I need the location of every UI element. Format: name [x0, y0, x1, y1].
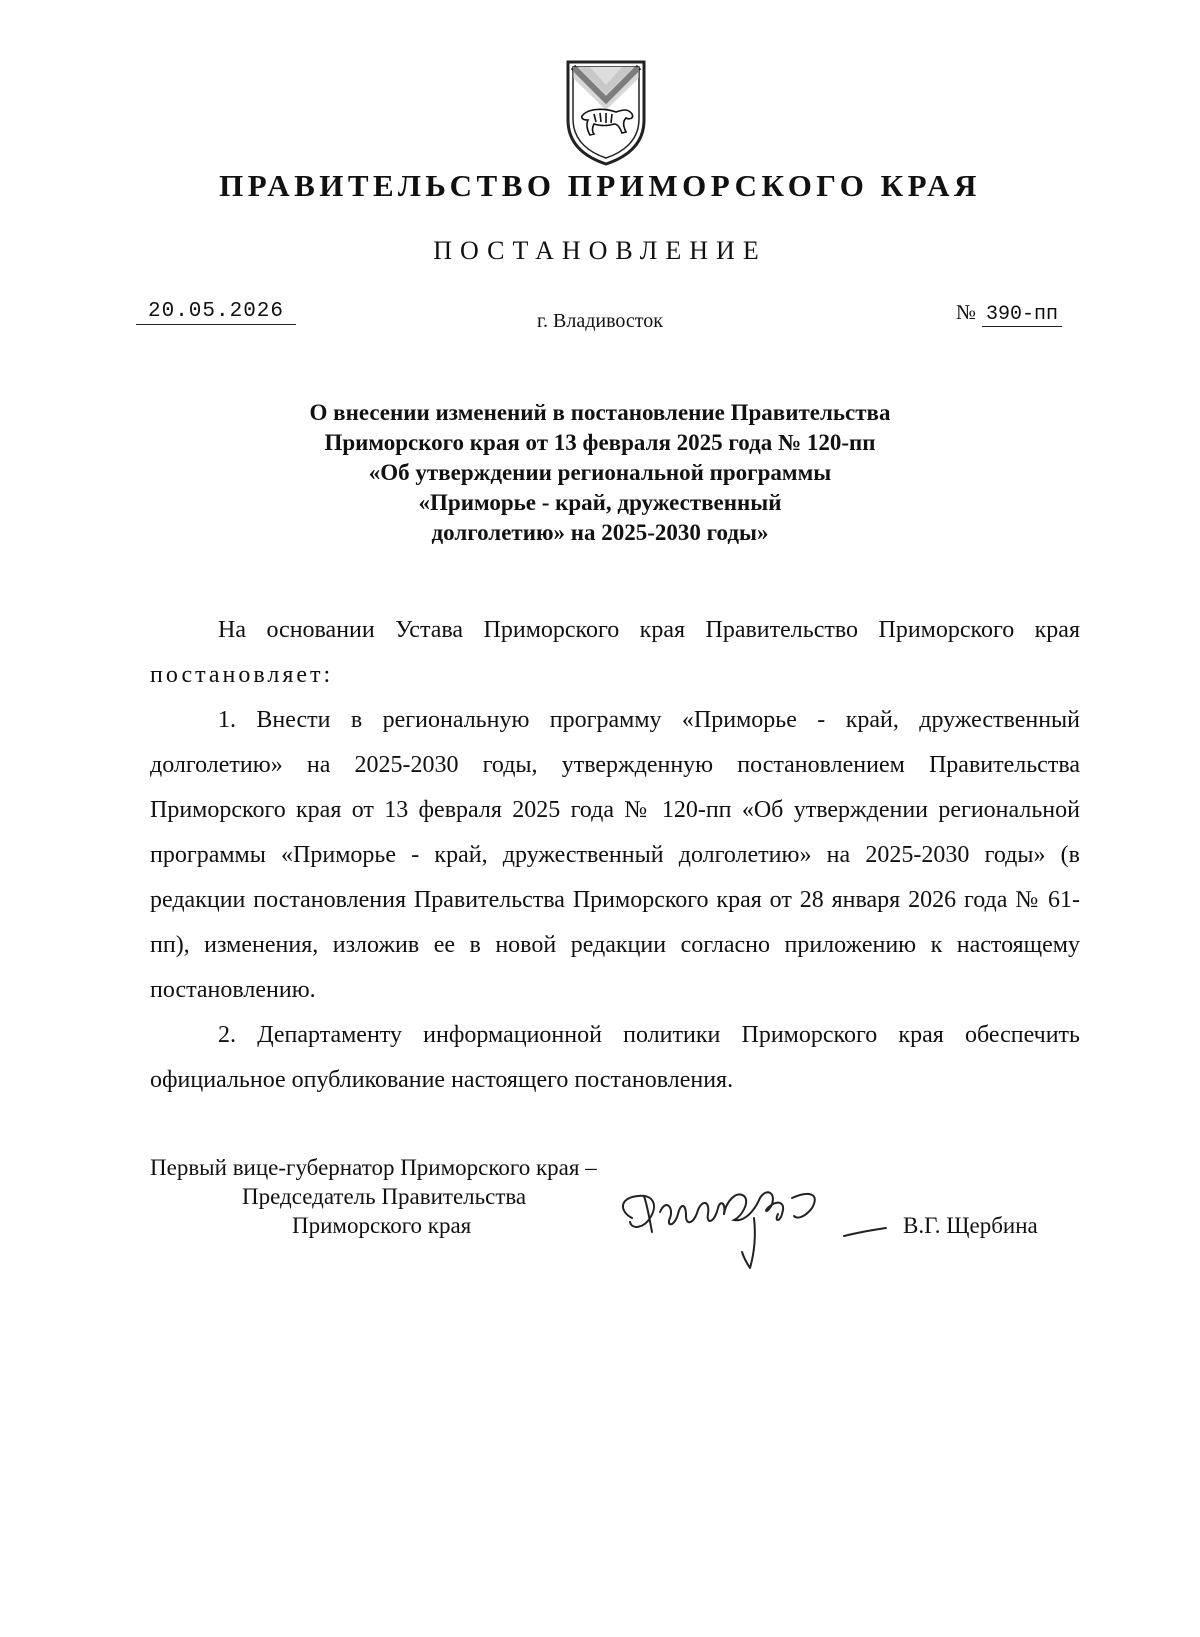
number-prefix: № — [956, 300, 977, 324]
coat-of-arms-icon — [564, 58, 648, 166]
signer-name: В.Г. Щербина — [903, 1213, 1038, 1238]
handwritten-signature-icon — [614, 1178, 914, 1278]
intro-decree-word: постановляет: — [150, 662, 334, 688]
intro-paragraph — [150, 608, 1080, 698]
title-line: О внесении изменений в постановление Правительства — [309, 400, 891, 425]
title-line: Приморского края от 13 февраля 2025 года № 120-пп — [324, 430, 876, 455]
title-line: «Приморье - край, дружественный — [418, 490, 782, 515]
document-body — [150, 608, 1080, 1103]
signer-position-line-1: Первый вице-губернатор Приморского края – — [150, 1155, 597, 1180]
document-city: г. Владивосток — [537, 310, 663, 332]
number-value: 390-пп — [982, 303, 1062, 327]
signer-position-line-3: Приморского края — [292, 1213, 472, 1238]
document-number — [956, 300, 1062, 327]
item-2-paragraph: 2. Департаменту информационной политики Приморского края обеспечить официальное опубликование настоящего постановления. — [150, 1022, 1080, 1093]
document-type: ПОСТАНОВЛЕНИЕ — [433, 236, 767, 265]
document-date: 20.05.2026 — [136, 300, 296, 325]
intro-text: На основании Устава Приморского края Правительство Приморского края — [218, 617, 1080, 643]
organization-name: ПРАВИТЕЛЬСТВО ПРИМОРСКОГО КРАЯ — [219, 168, 981, 203]
document-title — [200, 398, 1000, 548]
signer-position-line-2: Председатель Правительства — [242, 1184, 527, 1209]
title-line: «Об утверждении региональной программы — [368, 460, 832, 485]
item-1-paragraph: 1. Внести в региональную программу «Приморье - край, дружественный долголетию» на 2025-2030 годы, утвержденную постановлением Правительства Приморского края от 13 февраля 2025 года № 120-пп «Об утверждении региональной программы «Приморье - край, дружественный долголетию» на 2025-2030 годы» (в редакции постановления Правительства Приморского края от 28 января 2026 года № 61-пп), изменения, изложив ее в новой редакции согласно приложению к настоящему постановлению. — [150, 707, 1080, 1003]
title-line: долголетию» на 2025-2030 годы» — [431, 520, 769, 545]
